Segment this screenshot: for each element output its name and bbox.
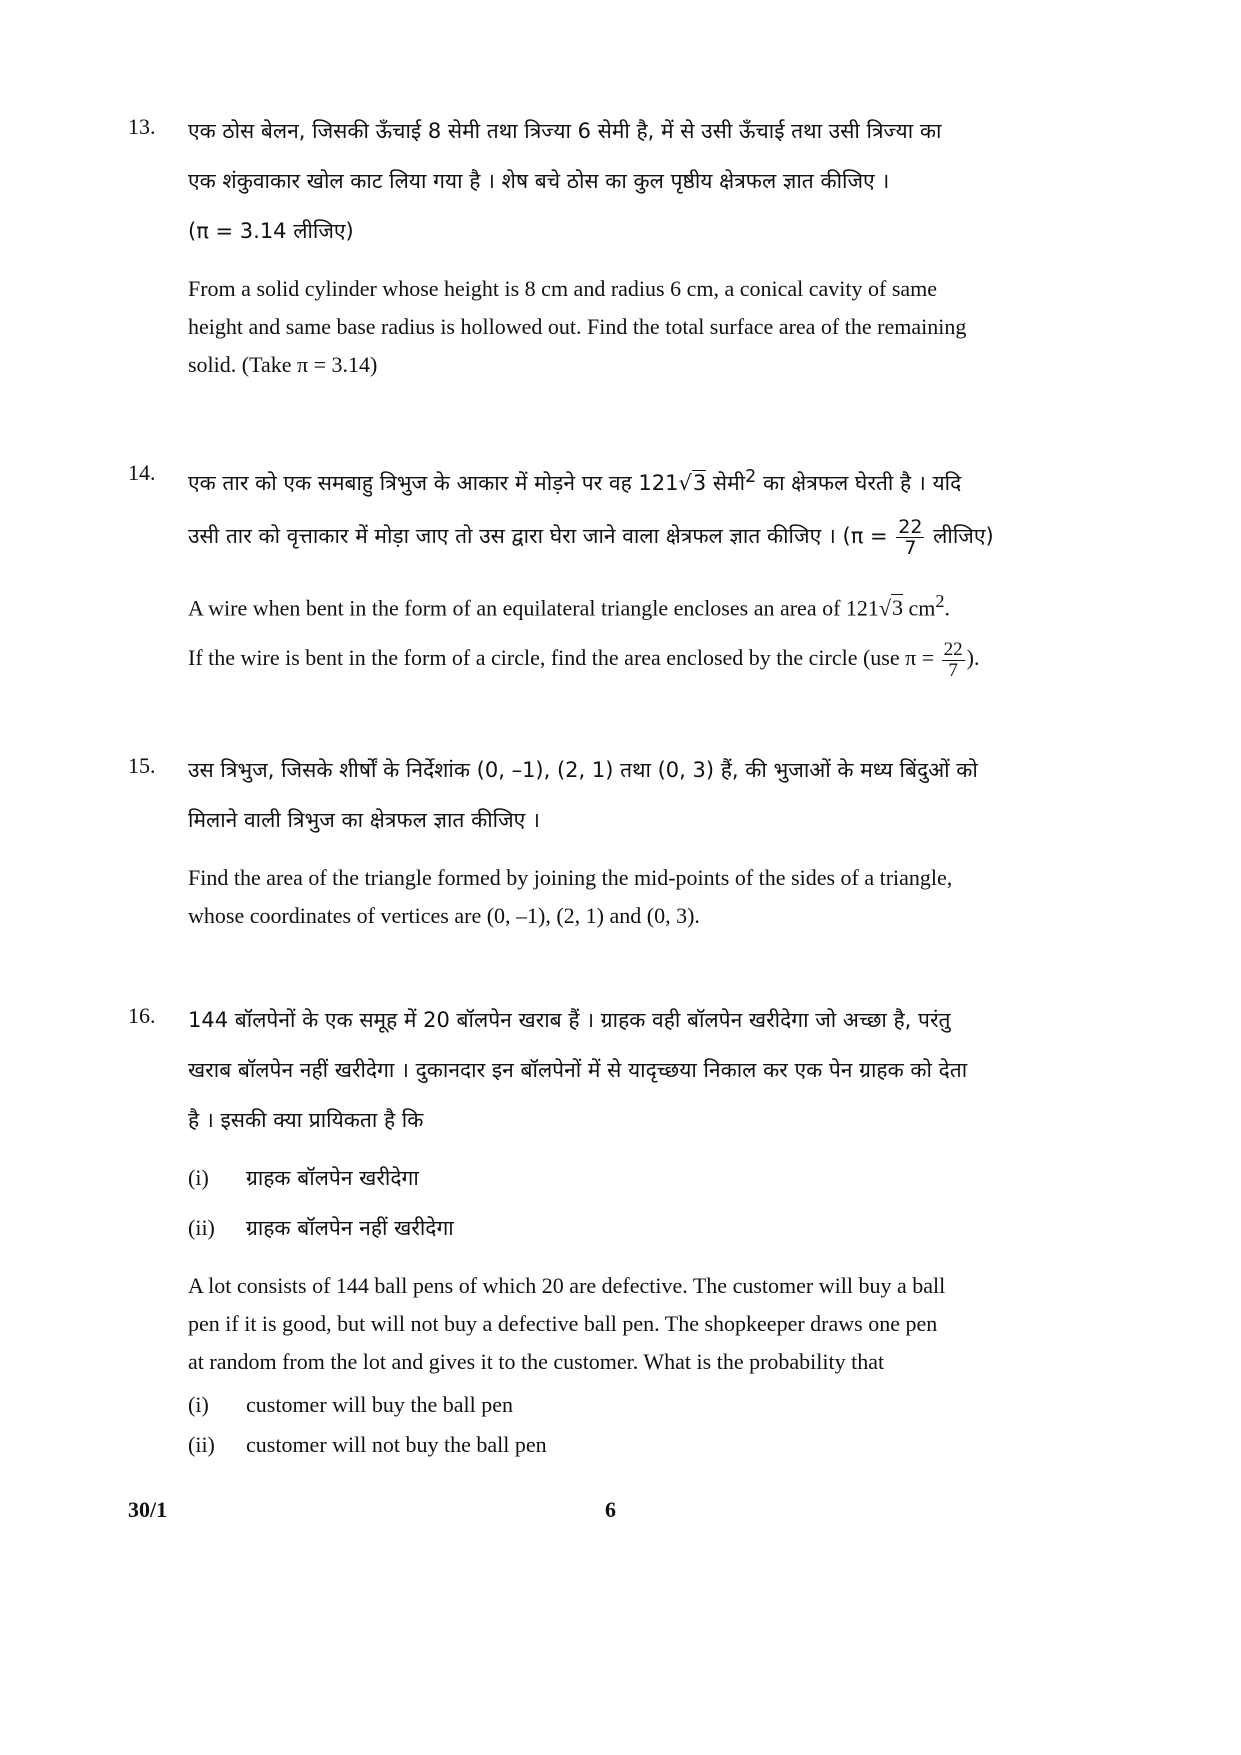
sqrt-radicand: 3: [692, 471, 707, 495]
question-number: 15.: [128, 753, 156, 778]
hindi-subpart: [188, 1203, 1118, 1253]
hindi-text: 144 बॉलपेनों के एक समूह में 20 बॉलपेन खराब हैं । ग्राहक वही बॉलपेन खरीदेगा जो अच्छा है, परंतु: [188, 1008, 951, 1032]
fraction: [942, 640, 965, 681]
superscript: 2: [745, 467, 757, 487]
subpart-text: customer will not buy the ball pen: [246, 1432, 547, 1457]
hindi-text-part: एक तार को एक समबाहु त्रिभुज के आकार में मोड़ने पर वह 121: [188, 471, 679, 495]
english-text: A lot consists of 144 ball pens of which 20 are defective. The customer will buy a ball: [188, 1273, 946, 1298]
english-text-part: If the wire is bent in the form of a circle, find the area enclosed by the circle (use π =: [188, 645, 935, 671]
english-text: height and same base radius is hollowed out. Find the total surface area of the remaining: [188, 314, 967, 339]
english-text: Find the area of the triangle formed by joining the mid-points of the sides of a triangle,: [188, 865, 953, 890]
fraction-denominator: 7: [904, 536, 917, 559]
question-number: 16.: [128, 1003, 156, 1028]
fraction: [896, 517, 924, 558]
question-15: [128, 745, 1118, 935]
subpart-text: ग्राहक बॉलपेन खरीदेगा: [246, 1166, 419, 1190]
fraction-numerator: 22: [943, 638, 963, 660]
hindi-text: मिलाने वाली त्रिभुज का क्षेत्रफल ज्ञात कीजिए ।: [188, 808, 540, 832]
sqrt-radicand: 3: [891, 595, 903, 621]
hindi-text: खराब बॉलपेन नहीं खरीदेगा । दुकानदार इन बॉलपेनों में से यादृच्छया निकाल कर एक पेन ग्राहक को देता: [188, 1058, 968, 1082]
fraction-denominator: 7: [948, 659, 958, 681]
hindi-text: (π = 3.14 लीजिए): [188, 219, 354, 243]
fraction-numerator: 22: [898, 515, 923, 538]
hindi-text: उस त्रिभुज, जिसके शीर्षों के निर्देशांक (0, –1), (2, 1) तथा (0, 3) हैं, की भुजाओं के मध्य बिंदुओं को: [188, 758, 978, 782]
hindi-text: [188, 508, 1118, 564]
english-text-part: ).: [966, 645, 980, 671]
english-text: [188, 631, 1118, 685]
question-number: 14.: [128, 460, 156, 485]
superscript: 2: [935, 591, 945, 611]
question-13: [128, 106, 1118, 384]
english-text: A wire when bent in the form of an equilateral triangle encloses an area of 121√3 $cm^2$.: [188, 591, 951, 621]
hindi-subpart: [188, 1153, 1118, 1203]
english-text: solid. (Take π = 3.14): [188, 352, 378, 377]
page-number: 6: [605, 1497, 616, 1522]
hindi-text: है । इसकी क्या प्रायिकता है कि: [188, 1108, 424, 1132]
hindi-text: एक तार को एक समबाहु त्रिभुज के आकार में मोड़ने पर वह 121√3 सेमी$^2$ का क्षेत्रफल घेरती है । यदि: [188, 467, 962, 495]
hindi-text: एक ठोस बेलन, जिसकी ऊँचाई 8 सेमी तथा त्रिज्या 6 सेमी है, में से उसी ऊँचाई तथा उसी त्रिज्या का: [188, 119, 942, 143]
question-number: 13.: [128, 114, 156, 139]
hindi-text: एक शंकुवाकार खोल काट लिया गया है । शेष बचे ठोस का कुल पृष्ठीय क्षेत्रफल ज्ञात कीजिए ।: [188, 169, 890, 193]
hindi-unit: सेमी: [706, 471, 746, 495]
english-subpart: [188, 1425, 1118, 1465]
english-text: at random from the lot and gives it to the customer. What is the probability that: [188, 1349, 885, 1374]
english-subpart: [188, 1385, 1118, 1425]
question-14: [128, 452, 1118, 685]
english-text-part: .: [944, 595, 951, 621]
subpart-label: (ii): [188, 1432, 215, 1457]
english-text: whose coordinates of vertices are (0, –1), (2, 1) and (0, 3).: [188, 903, 700, 928]
subpart-label: (i): [188, 1392, 209, 1417]
english-text-part: A wire when bent in the form of an equilateral triangle encloses an area of 121: [188, 595, 879, 621]
subpart-text: customer will buy the ball pen: [246, 1392, 513, 1417]
english-text: From a solid cylinder whose height is 8 cm and radius 6 cm, a conical cavity of same: [188, 276, 938, 301]
subpart-label: (i): [188, 1165, 209, 1190]
question-16: [128, 995, 1118, 1465]
english-text: pen if it is good, but will not buy a defective ball pen. The shopkeeper draws one pen: [188, 1311, 938, 1336]
hindi-text-part: लीजिए): [933, 524, 994, 548]
subpart-text: ग्राहक बॉलपेन नहीं खरीदेगा: [246, 1216, 454, 1240]
subpart-label: (ii): [188, 1215, 215, 1240]
hindi-text-part: का क्षेत्रफल घेरती है । यदि: [756, 471, 962, 495]
english-unit: cm: [902, 595, 936, 621]
paper-code: 30/1: [128, 1497, 168, 1522]
hindi-text-part: उसी तार को वृत्ताकार में मोड़ा जाए तो उस द्वारा घेरा जाने वाला क्षेत्रफल ज्ञात कीजिए । (π =: [188, 524, 888, 548]
